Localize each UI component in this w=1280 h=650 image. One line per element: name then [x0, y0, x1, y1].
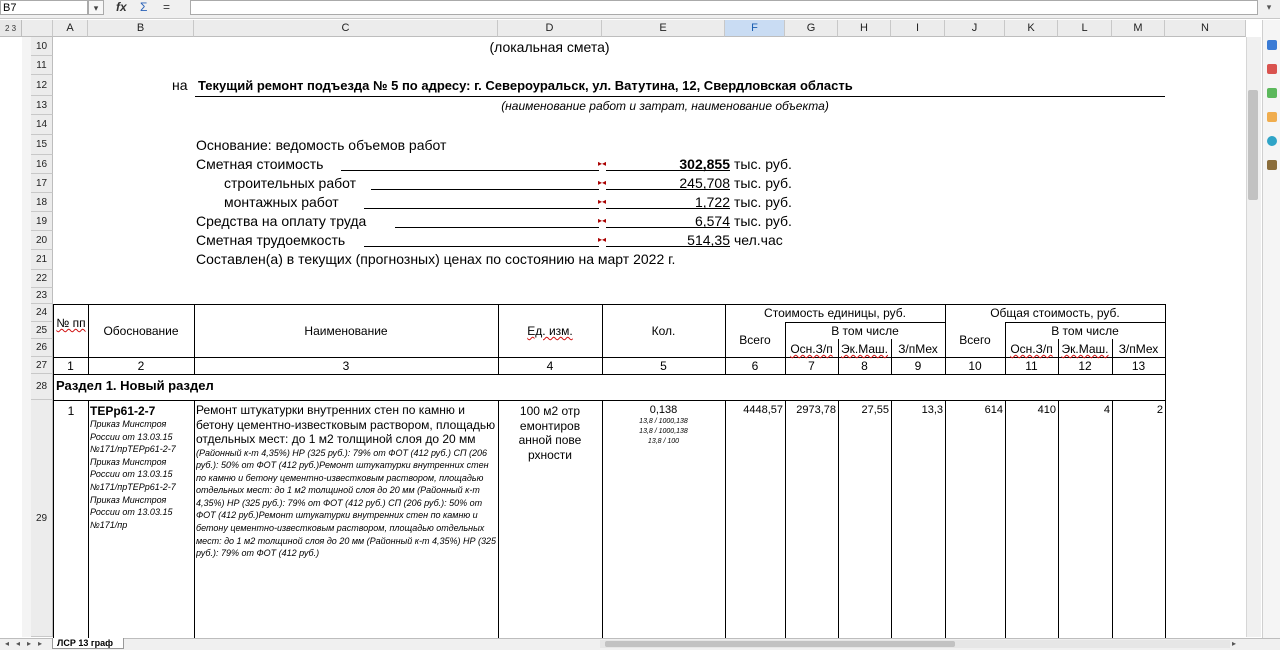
last-sheet-icon[interactable]: ▸: [37, 639, 42, 648]
cost-value-construction: 245,708: [679, 175, 730, 191]
row1-qty-note: 13,8 / 1000,138: [639, 418, 688, 425]
scroll-right-icon[interactable]: ▸: [1232, 639, 1237, 648]
cost-unit-labor: чел.час: [734, 232, 783, 248]
header-name: Наименование: [304, 324, 388, 338]
arrow-marker-icon: ▸◂: [598, 159, 607, 168]
header-unit-zp: З/пМех: [898, 342, 938, 356]
functions-icon[interactable]: [1267, 136, 1277, 146]
row1-total-ek: 4: [1103, 404, 1110, 416]
column-number-5: 5: [660, 359, 667, 373]
cost-value-total: 302,855: [679, 156, 730, 172]
row-header-27[interactable]: 27: [31, 357, 53, 374]
arrow-marker-icon: ▸◂: [598, 197, 607, 206]
row1-basis-cell: [90, 404, 192, 531]
row1-num: 1: [67, 404, 75, 418]
cost-unit-construction: тыс. руб.: [734, 175, 792, 191]
object-underline: [195, 96, 1165, 97]
header-qty: Кол.: [651, 324, 676, 338]
column-number-8: 8: [861, 359, 868, 373]
row-header-23[interactable]: 23: [31, 288, 53, 304]
first-sheet-icon[interactable]: ◂: [4, 639, 9, 648]
cost-unit-wages: тыс. руб.: [734, 213, 792, 229]
row1-unit-osn: 2973,78: [796, 404, 836, 416]
label-na: на: [172, 77, 188, 93]
arrow-marker-icon: ▸◂: [598, 216, 607, 225]
column-number-12: 12: [1078, 359, 1092, 373]
cost-label-wages: Средства на оплату труда: [196, 213, 367, 229]
cost-line-underline: [371, 189, 599, 190]
column-header-f[interactable]: F: [725, 20, 785, 37]
cost-line-underline: [364, 208, 599, 209]
cost-value-wages: 6,574: [694, 213, 730, 229]
column-number-11: 11: [1025, 359, 1038, 373]
horizontal-scroll-thumb[interactable]: [605, 641, 955, 647]
column-number-13: 13: [1131, 359, 1146, 373]
column-header-b[interactable]: B: [88, 20, 194, 37]
header-unit-total: Всего: [739, 333, 771, 347]
column-header-n[interactable]: N: [1165, 20, 1246, 37]
outline-level-buttons[interactable]: 2 3: [0, 20, 22, 37]
formula-equals-icon[interactable]: =: [163, 0, 171, 14]
cost-line-underline: [395, 227, 599, 228]
row-header-16[interactable]: 16: [31, 155, 53, 174]
row-header-14[interactable]: 14: [31, 115, 53, 135]
column-header-c[interactable]: C: [194, 20, 498, 37]
row1-code: ТЕРр61-2-7: [90, 404, 156, 418]
gallery-icon[interactable]: [1267, 88, 1277, 98]
header-num: № пп: [56, 316, 86, 330]
column-header-a[interactable]: A: [53, 20, 88, 37]
row1-qty-cell: [602, 404, 725, 447]
styles-icon[interactable]: [1267, 64, 1277, 74]
column-number-2: 2: [137, 359, 145, 373]
estimate-type: (локальная смета): [489, 39, 610, 55]
header-total-incl: В том числе: [1051, 324, 1119, 338]
row1-unit-ek: 27,55: [861, 404, 889, 416]
column-number-7: 7: [808, 359, 815, 373]
sum-icon[interactable]: Σ: [140, 0, 148, 14]
column-header-g[interactable]: G: [785, 20, 838, 37]
row1-total: 614: [984, 404, 1003, 416]
cost-value-installation: 1,722: [694, 194, 730, 210]
row1-unit-total: 4448,57: [743, 404, 783, 416]
row-header-18[interactable]: 18: [31, 193, 53, 212]
row-header-12[interactable]: 12: [31, 75, 53, 96]
cost-label-total: Сметная стоимость: [196, 156, 324, 172]
header-unit-osn: Осн.З/п: [790, 342, 833, 356]
vertical-scroll-thumb[interactable]: [1248, 90, 1258, 200]
cost-label-installation: монтажных работ: [224, 194, 339, 210]
object-caption: (наименование работ и затрат, наименование объекта): [501, 99, 829, 113]
row-header-19[interactable]: 19: [31, 212, 53, 231]
header-total-cost: Общая стоимость, руб.: [990, 306, 1120, 320]
row1-qty: 0,138: [649, 404, 678, 416]
column-header-d[interactable]: D: [498, 20, 602, 37]
row-header-20[interactable]: 20: [31, 231, 53, 250]
name-box[interactable]: B7: [0, 0, 88, 15]
row1-qty-note: 13,8 / 1000,138: [639, 428, 688, 435]
column-number-4: 4: [546, 359, 554, 373]
row-header-29[interactable]: 29: [31, 400, 53, 637]
column-header-m[interactable]: M: [1112, 20, 1165, 37]
row1-unit-zp: 13,3: [921, 404, 943, 416]
row-header-25[interactable]: 25: [31, 322, 53, 339]
column-number-6: 6: [751, 359, 759, 373]
column-header-e[interactable]: E: [602, 20, 725, 37]
header-unit-ek: Эк.Маш.: [841, 342, 888, 356]
sheet-tab-lsr[interactable]: ЛСР 13 граф: [52, 638, 124, 649]
row1-name-notes: (Районный к-т 4,35%) НР (325 руб.): 79% от ФОТ (412 руб.) СП (206 руб.): 50% от ФОТ (412 руб.)Ремонт штукатурки внутренних стен по камню и бетону цементно-известковым раствором, площадью отдельных мест: до 1 м2 толщиной слоя до 20 мм (Районный к-т 4,35%) НР (325 руб.): 79% от ФОТ (412 руб.) СП (206 руб.): 50% от ФОТ (412 руб.)Ремонт штукатурки внутренних стен по камню и бетону цементно-известковым раствором, площадью отдельных мест: до 1 м2 толщиной слоя до 20 мм (Районный к-т 4,35%) НР (325 руб.): 79% от ФОТ (412 руб.): [196, 447, 496, 559]
row-header-13[interactable]: 13: [31, 96, 53, 115]
select-all-corner[interactable]: [22, 20, 53, 37]
object-title: Текущий ремонт подъезда № 5 по адресу: г. Североуральск, ул. Ватутина, 12, Свердловская область: [198, 78, 853, 93]
next-sheet-icon[interactable]: ▸: [26, 639, 31, 648]
cost-line-underline: [341, 170, 599, 171]
header-total-zp: З/пМех: [1118, 342, 1159, 356]
cost-label-construction: строительных работ: [224, 175, 357, 191]
row-header-28[interactable]: 28: [31, 374, 53, 400]
column-number-9: 9: [914, 359, 922, 373]
navigator-icon[interactable]: [1267, 112, 1277, 122]
header-unit: Ед. изм.: [527, 324, 573, 338]
arrow-marker-icon: ▸◂: [598, 178, 607, 187]
header-unit-cost: Стоимость единицы, руб.: [764, 306, 906, 320]
row-header-22[interactable]: 22: [31, 270, 53, 288]
row-header-10[interactable]: 10: [31, 37, 53, 56]
cost-value-labor: 514,35: [687, 232, 730, 248]
sidebar-settings-icon[interactable]: [1267, 160, 1277, 170]
row1-basis-notes: Приказ Минстроя России от 13.03.15 №171/прТЕРр61-2-7 Приказ Минстроя России от 13.03.15 №171/прТЕРр61-2-7 Приказ Минстроя России от 13.03.15 №171/пр: [90, 419, 176, 530]
column-number-1: 1: [67, 359, 74, 373]
header-total-osn: Осн.З/п: [1010, 342, 1053, 356]
row-header-21[interactable]: 21: [31, 250, 53, 270]
row-header-17[interactable]: 17: [31, 174, 53, 193]
header-total-ek: Эк.Маш.: [1061, 342, 1109, 356]
formula-input[interactable]: [190, 0, 1258, 15]
column-header-k[interactable]: K: [1005, 20, 1058, 37]
header-total-total: Всего: [959, 333, 991, 347]
row-header-11[interactable]: 11: [31, 56, 53, 75]
header-unit-incl: В том числе: [831, 324, 899, 338]
row1-name: Ремонт штукатурки внутренних стен по камню и бетону цементно-известковым раствором, площадью отдельных мест: до 1 м2 толщиной слоя до 20 мм: [196, 403, 496, 446]
cost-unit-total: тыс. руб.: [734, 156, 792, 172]
prev-sheet-icon[interactable]: ◂: [15, 639, 20, 648]
column-header-l[interactable]: L: [1058, 20, 1112, 37]
column-number-3: 3: [342, 359, 350, 373]
function-wizard-icon[interactable]: fx: [116, 0, 127, 14]
cost-label-labor: Сметная трудоемкость: [196, 232, 346, 248]
row1-qty-note: 13,8 / 100: [647, 438, 680, 445]
row-header-15[interactable]: 15: [31, 135, 53, 155]
row1-unit: 100 м2 отремонтированной поверхности: [518, 404, 582, 462]
column-number-10: 10: [968, 359, 982, 373]
cost-unit-installation: тыс. руб.: [734, 194, 792, 210]
arrow-marker-icon: ▸◂: [598, 235, 607, 244]
column-header-j[interactable]: J: [945, 20, 1005, 37]
row1-total-osn: 410: [1037, 404, 1056, 416]
column-header-h[interactable]: H: [838, 20, 891, 37]
chevron-down-icon[interactable]: ▾: [88, 0, 104, 15]
basis-line: Основание: ведомость объемов работ: [196, 137, 447, 153]
row1-name-cell: [196, 403, 496, 639]
expand-formula-icon[interactable]: ▾: [1266, 2, 1272, 12]
compiled-line: Составлен(а) в текущих (прогнозных) ценах по состоянию на март 2022 г.: [196, 251, 676, 267]
section-title: Раздел 1. Новый раздел: [56, 378, 214, 393]
row1-total-zp: 2: [1156, 404, 1163, 416]
cost-line-underline: [364, 246, 599, 247]
column-header-i[interactable]: I: [891, 20, 945, 37]
header-basis: Обоснование: [103, 324, 179, 338]
properties-icon[interactable]: [1267, 40, 1277, 50]
row-header-26[interactable]: 26: [31, 339, 53, 357]
row-header-24[interactable]: 24: [31, 304, 53, 322]
